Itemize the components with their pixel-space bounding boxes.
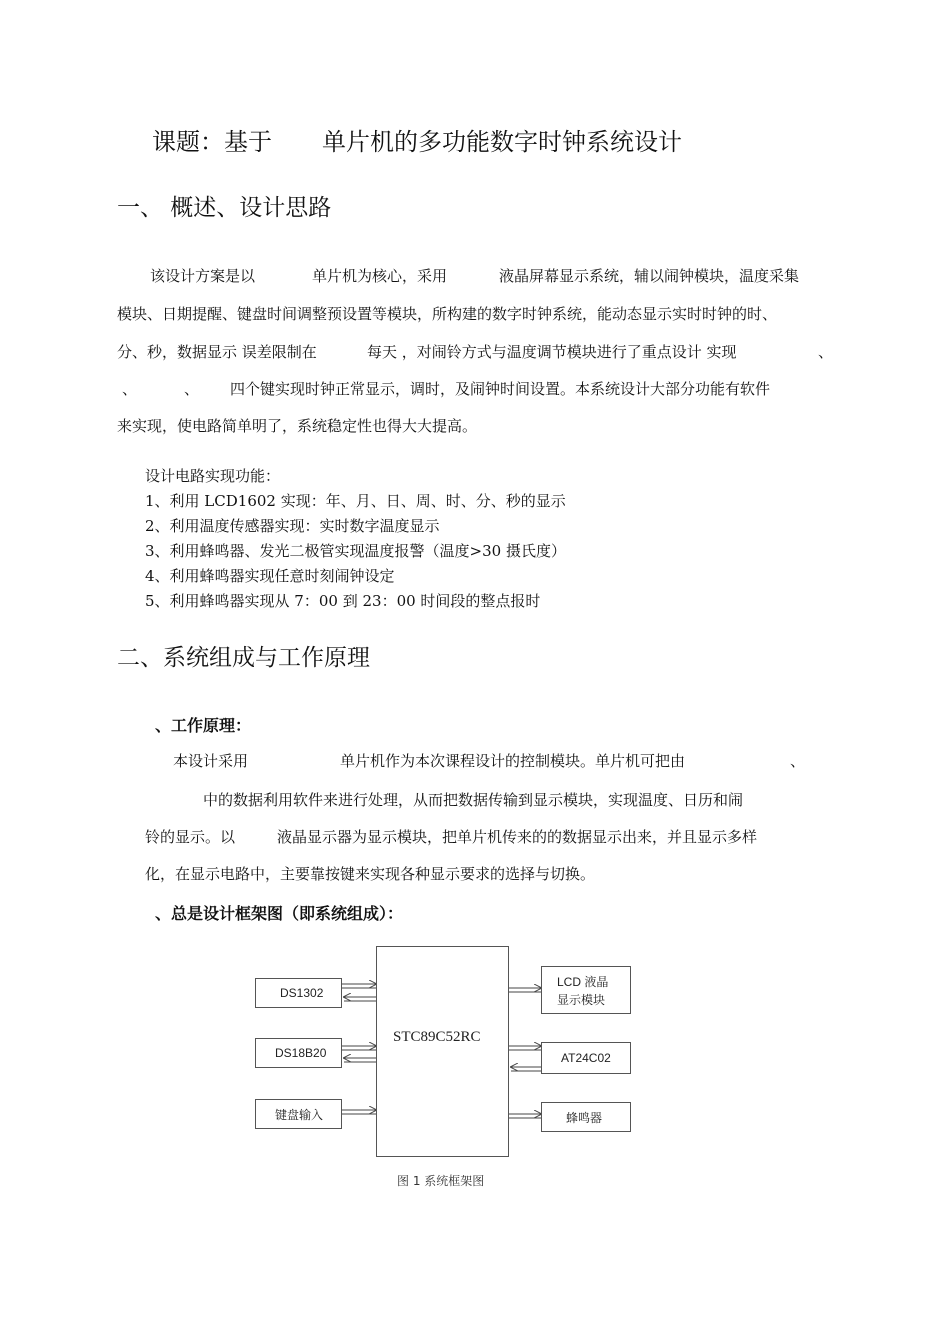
principle-line: 化，在显示电路中，主要靠按键来实现各种显示要求的选择与切换。 [145, 865, 596, 883]
buzzer-label: 蜂鸣器 [566, 1111, 603, 1125]
subheading-diagram: 、总是设计框架图（即系统组成）： [155, 904, 404, 923]
ds1302-block [255, 978, 342, 1008]
doc-title-prefix: 课题：基于 [152, 128, 272, 156]
para1-seg: 液晶屏幕显示系统，辅以闹钟模块，温度采集 [499, 267, 800, 285]
keyboard-block [255, 1099, 342, 1129]
mcu-block [376, 946, 509, 1157]
mcu-label: STC89C52RC [393, 1029, 481, 1045]
feature-item: 3、利用蜂鸣器、发光二极管实现温度报警（温度>30 摄氏度） [145, 542, 566, 560]
section1-heading: 一、 概述、设计思路 [117, 195, 332, 221]
features-intro: 设计电路实现功能： [145, 467, 281, 485]
keyboard-label: 键盘输入 [275, 1108, 324, 1122]
para1-seg: 、 [122, 380, 138, 398]
principle-seg: 液晶显示器为显示模块，把单片机传来的的数据显示出来，并且显示多样 [277, 828, 758, 846]
at24c02-block [541, 1042, 631, 1074]
ds18b20-block [255, 1038, 342, 1068]
feature-item: 4、利用蜂鸣器实现任意时刻闹钟设定 [145, 567, 395, 585]
doc-title: 单片机的多功能数字时钟系统设计 [322, 128, 682, 156]
ds18b20-label: DS18B20 [275, 1046, 327, 1060]
lcd-label-line1: LCD 液晶 [557, 975, 609, 989]
para1-line: 来实现，使电路简单明了，系统稳定性也得大大提高。 [117, 417, 478, 435]
para1-seg: 该设计方案是以 [150, 267, 256, 285]
feature-item: 5、利用蜂鸣器实现从 7：00 到 23：00 时间段的整点报时 [145, 592, 541, 610]
para1-seg: 单片机为核心，采用 [312, 267, 448, 285]
lcd-label-line2: 显示模块 [557, 993, 606, 1007]
para1-seg: 四个键实现时钟正常显示，调时，及闹钟时间设置。本系统设计大部分功能有软件 [230, 380, 771, 398]
principle-seg: 、 [790, 752, 806, 770]
figure-caption: 图 1 系统框架图 [397, 1174, 485, 1188]
para1-seg: 分、秒，数据显示 误差限制在 [117, 343, 317, 361]
para1-line: 模块、日期提醒、键盘时间调整预设置等模块，所构建的数字时钟系统，能动态显示实时时钟的时、 [117, 305, 778, 323]
lcd-block [541, 966, 631, 1014]
principle-seg: 单片机作为本次课程设计的控制模块。单片机可把由 [340, 752, 686, 770]
feature-item: 2、利用温度传感器实现：实时数字温度显示 [145, 517, 440, 535]
section2-heading: 二、系统组成与工作原理 [117, 645, 370, 671]
principle-line: 中的数据利用软件来进行处理，从而把数据传输到显示模块，实现温度、日历和闹 [203, 791, 744, 809]
at24c02-label: AT24C02 [561, 1051, 611, 1065]
para1-seg: 、 [818, 343, 834, 361]
principle-seg: 铃的显示。以 [145, 828, 236, 846]
subheading-principle: 、工作原理： [155, 716, 252, 735]
principle-seg: 本设计采用 [173, 752, 249, 770]
para1-seg: 每天 ，对闹铃方式与温度调节模块进行了重点设计 实现 [367, 343, 737, 361]
para1-seg: 、 [184, 380, 200, 398]
buzzer-block [541, 1102, 631, 1132]
ds1302-label: DS1302 [280, 986, 324, 1000]
feature-item: 1、利用 LCD1602 实现：年、月、日、周、时、分、秒的显示 [145, 492, 566, 510]
